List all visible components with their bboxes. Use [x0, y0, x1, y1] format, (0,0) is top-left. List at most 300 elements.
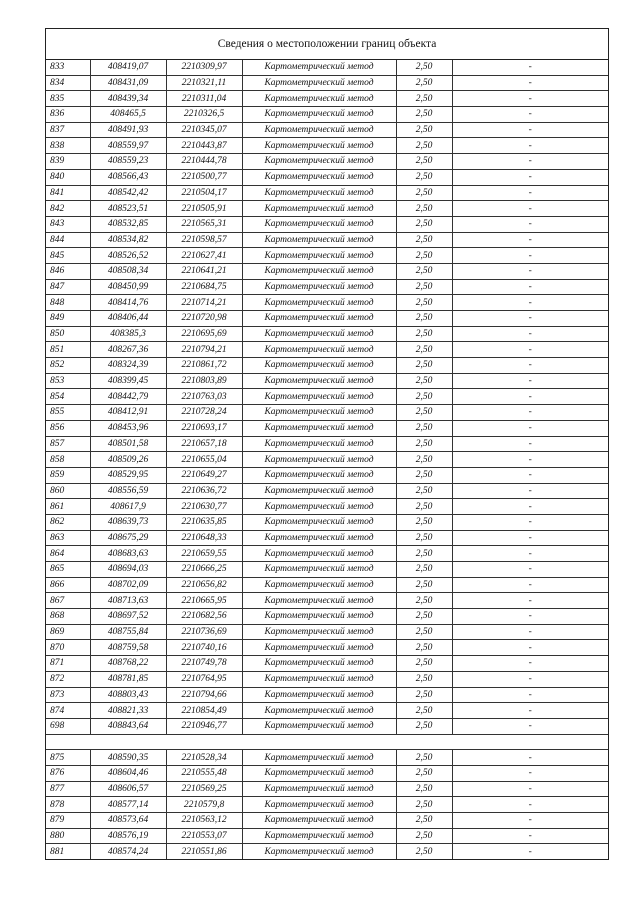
coord-x-cell: 408755,84	[90, 624, 166, 640]
coord-y-cell: 2210563,12	[166, 813, 242, 829]
accuracy-cell: 2,50	[396, 107, 452, 123]
method-cell: Картометрический метод	[242, 436, 396, 452]
method-cell: Картометрический метод	[242, 91, 396, 107]
coord-x-cell: 408559,23	[90, 154, 166, 170]
point-number-cell: 868	[46, 609, 90, 625]
description-cell: -	[452, 750, 608, 766]
method-cell: Картометрический метод	[242, 107, 396, 123]
description-cell: -	[452, 718, 608, 734]
table-row	[46, 201, 608, 217]
point-number-cell: 873	[46, 687, 90, 703]
coord-x-cell: 408419,07	[90, 60, 166, 75]
gap-cell	[46, 734, 608, 750]
coord-y-cell: 2210728,24	[166, 405, 242, 421]
coord-y-cell: 2210505,91	[166, 201, 242, 217]
description-cell: -	[452, 295, 608, 311]
description-cell: -	[452, 154, 608, 170]
coord-y-cell: 2210714,21	[166, 295, 242, 311]
coord-y-cell: 2210803,89	[166, 373, 242, 389]
coord-x-cell: 408577,14	[90, 797, 166, 813]
coord-x-cell: 408566,43	[90, 169, 166, 185]
coord-x-cell: 408781,85	[90, 671, 166, 687]
table-row	[46, 703, 608, 719]
accuracy-cell: 2,50	[396, 703, 452, 719]
method-cell: Картометрический метод	[242, 138, 396, 154]
point-number-cell: 850	[46, 326, 90, 342]
accuracy-cell: 2,50	[396, 530, 452, 546]
accuracy-cell: 2,50	[396, 138, 452, 154]
coord-x-cell: 408556,59	[90, 483, 166, 499]
accuracy-cell: 2,50	[396, 169, 452, 185]
method-cell: Картометрический метод	[242, 60, 396, 75]
accuracy-cell: 2,50	[396, 609, 452, 625]
coord-y-cell: 2210528,34	[166, 750, 242, 766]
coord-x-cell: 408526,52	[90, 248, 166, 264]
accuracy-cell: 2,50	[396, 295, 452, 311]
method-cell: Картометрический метод	[242, 530, 396, 546]
description-cell: -	[452, 703, 608, 719]
method-cell: Картометрический метод	[242, 577, 396, 593]
point-number-cell: 852	[46, 358, 90, 374]
description-cell: -	[452, 624, 608, 640]
description-cell: -	[452, 813, 608, 829]
accuracy-cell: 2,50	[396, 499, 452, 515]
method-cell: Картометрический метод	[242, 483, 396, 499]
accuracy-cell: 2,50	[396, 671, 452, 687]
coord-y-cell: 2210321,11	[166, 75, 242, 91]
coord-y-cell: 2210763,03	[166, 389, 242, 405]
coord-x-cell: 408574,24	[90, 844, 166, 859]
coord-y-cell: 2210764,95	[166, 671, 242, 687]
coord-x-cell: 408542,42	[90, 185, 166, 201]
coord-x-cell: 408399,45	[90, 373, 166, 389]
point-number-cell: 870	[46, 640, 90, 656]
table-row	[46, 185, 608, 201]
table-row	[46, 358, 608, 374]
accuracy-cell: 2,50	[396, 420, 452, 436]
coord-x-cell: 408532,85	[90, 216, 166, 232]
table-row	[46, 452, 608, 468]
table-row	[46, 546, 608, 562]
description-cell: -	[452, 389, 608, 405]
method-cell: Картометрический метод	[242, 358, 396, 374]
accuracy-cell: 2,50	[396, 546, 452, 562]
method-cell: Картометрический метод	[242, 562, 396, 578]
accuracy-cell: 2,50	[396, 593, 452, 609]
coord-y-cell: 2210657,18	[166, 436, 242, 452]
table-row	[46, 671, 608, 687]
description-cell: -	[452, 358, 608, 374]
method-cell: Картометрический метод	[242, 687, 396, 703]
point-number-cell: 880	[46, 828, 90, 844]
description-cell: -	[452, 201, 608, 217]
description-cell: -	[452, 75, 608, 91]
coord-x-cell: 408385,3	[90, 326, 166, 342]
table-row	[46, 483, 608, 499]
description-cell: -	[452, 546, 608, 562]
coord-x-cell: 408768,22	[90, 656, 166, 672]
description-cell: -	[452, 373, 608, 389]
table-row	[46, 765, 608, 781]
table-row	[46, 169, 608, 185]
description-cell: -	[452, 420, 608, 436]
document-sheet	[45, 28, 609, 860]
description-cell: -	[452, 216, 608, 232]
point-number-cell: 849	[46, 311, 90, 327]
method-cell: Картометрический метод	[242, 750, 396, 766]
description-cell: -	[452, 107, 608, 123]
point-number-cell: 872	[46, 671, 90, 687]
point-number-cell: 843	[46, 216, 90, 232]
coord-y-cell: 2210693,17	[166, 420, 242, 436]
coord-x-cell: 408508,34	[90, 263, 166, 279]
coord-y-cell: 2210740,16	[166, 640, 242, 656]
method-cell: Картометрический метод	[242, 797, 396, 813]
coord-y-cell: 2210656,82	[166, 577, 242, 593]
coord-x-cell: 408821,33	[90, 703, 166, 719]
method-cell: Картометрический метод	[242, 185, 396, 201]
description-cell: -	[452, 326, 608, 342]
coord-y-cell: 2210665,95	[166, 593, 242, 609]
table-row	[46, 844, 608, 859]
coord-x-cell: 408559,97	[90, 138, 166, 154]
coord-y-cell: 2210553,07	[166, 828, 242, 844]
description-cell: -	[452, 467, 608, 483]
method-cell: Картометрический метод	[242, 201, 396, 217]
description-cell: -	[452, 279, 608, 295]
coord-x-cell: 408324,39	[90, 358, 166, 374]
table-row	[46, 405, 608, 421]
point-number-cell: 834	[46, 75, 90, 91]
description-cell: -	[452, 656, 608, 672]
accuracy-cell: 2,50	[396, 452, 452, 468]
coord-y-cell: 2210627,41	[166, 248, 242, 264]
table-row	[46, 389, 608, 405]
description-cell: -	[452, 609, 608, 625]
table-row	[46, 514, 608, 530]
table-row	[46, 248, 608, 264]
accuracy-cell: 2,50	[396, 91, 452, 107]
method-cell: Картометрический метод	[242, 389, 396, 405]
coord-y-cell: 2210684,75	[166, 279, 242, 295]
table-row	[46, 311, 608, 327]
table-row	[46, 216, 608, 232]
coord-x-cell: 408759,58	[90, 640, 166, 656]
point-number-cell: 837	[46, 122, 90, 138]
accuracy-cell: 2,50	[396, 640, 452, 656]
method-cell: Картометрический метод	[242, 624, 396, 640]
table-row	[46, 499, 608, 515]
coord-y-cell: 2210682,56	[166, 609, 242, 625]
point-number-cell: 858	[46, 452, 90, 468]
coord-y-cell: 2210666,25	[166, 562, 242, 578]
description-cell: -	[452, 405, 608, 421]
description-cell: -	[452, 499, 608, 515]
table-row	[46, 577, 608, 593]
coord-y-cell: 2210736,69	[166, 624, 242, 640]
method-cell: Картометрический метод	[242, 828, 396, 844]
coord-y-cell: 2210345,07	[166, 122, 242, 138]
description-cell: -	[452, 640, 608, 656]
accuracy-cell: 2,50	[396, 844, 452, 859]
description-cell: -	[452, 593, 608, 609]
point-number-cell: 839	[46, 154, 90, 170]
coord-x-cell: 408267,36	[90, 342, 166, 358]
method-cell: Картометрический метод	[242, 169, 396, 185]
description-cell: -	[452, 122, 608, 138]
accuracy-cell: 2,50	[396, 718, 452, 734]
description-cell: -	[452, 436, 608, 452]
coord-x-cell: 408406,44	[90, 311, 166, 327]
coord-y-cell: 2210569,25	[166, 781, 242, 797]
coord-y-cell: 2210555,48	[166, 765, 242, 781]
coord-x-cell: 408606,57	[90, 781, 166, 797]
accuracy-cell: 2,50	[396, 765, 452, 781]
point-number-cell: 866	[46, 577, 90, 593]
accuracy-cell: 2,50	[396, 389, 452, 405]
point-number-cell: 854	[46, 389, 90, 405]
table-gap-row	[46, 734, 608, 750]
coord-y-cell: 2210630,77	[166, 499, 242, 515]
description-cell: -	[452, 844, 608, 859]
coord-y-cell: 2210695,69	[166, 326, 242, 342]
coord-y-cell: 2210749,78	[166, 656, 242, 672]
coord-x-cell: 408694,03	[90, 562, 166, 578]
point-number-cell: 878	[46, 797, 90, 813]
accuracy-cell: 2,50	[396, 60, 452, 75]
accuracy-cell: 2,50	[396, 405, 452, 421]
coord-x-cell: 408576,19	[90, 828, 166, 844]
method-cell: Картометрический метод	[242, 609, 396, 625]
coord-y-cell: 2210565,31	[166, 216, 242, 232]
coord-y-cell: 2210579,8	[166, 797, 242, 813]
accuracy-cell: 2,50	[396, 828, 452, 844]
description-cell: -	[452, 342, 608, 358]
coord-y-cell: 2210551,86	[166, 844, 242, 859]
point-number-cell: 856	[46, 420, 90, 436]
point-number-cell: 842	[46, 201, 90, 217]
coord-x-cell: 408509,26	[90, 452, 166, 468]
coord-x-cell: 408453,96	[90, 420, 166, 436]
table-row	[46, 467, 608, 483]
coord-x-cell: 408617,9	[90, 499, 166, 515]
table-row	[46, 279, 608, 295]
table-row	[46, 593, 608, 609]
point-number-cell: 846	[46, 263, 90, 279]
coord-x-cell: 408604,46	[90, 765, 166, 781]
method-cell: Картометрический метод	[242, 263, 396, 279]
accuracy-cell: 2,50	[396, 216, 452, 232]
point-number-cell: 848	[46, 295, 90, 311]
point-number-cell: 836	[46, 107, 90, 123]
description-cell: -	[452, 185, 608, 201]
table-body	[46, 60, 608, 859]
coord-x-cell: 408414,76	[90, 295, 166, 311]
coord-y-cell: 2210635,85	[166, 514, 242, 530]
coord-y-cell: 2210946,77	[166, 718, 242, 734]
method-cell: Картометрический метод	[242, 499, 396, 515]
description-cell: -	[452, 483, 608, 499]
method-cell: Картометрический метод	[242, 295, 396, 311]
point-number-cell: 881	[46, 844, 90, 859]
method-cell: Картометрический метод	[242, 326, 396, 342]
method-cell: Картометрический метод	[242, 232, 396, 248]
coord-y-cell: 2210861,72	[166, 358, 242, 374]
description-cell: -	[452, 311, 608, 327]
point-number-cell: 859	[46, 467, 90, 483]
coord-x-cell: 408590,35	[90, 750, 166, 766]
table-row	[46, 624, 608, 640]
method-cell: Картометрический метод	[242, 640, 396, 656]
coord-y-cell: 2210311,04	[166, 91, 242, 107]
coord-x-cell: 408442,79	[90, 389, 166, 405]
description-cell: -	[452, 91, 608, 107]
table-row	[46, 420, 608, 436]
coord-x-cell: 408523,51	[90, 201, 166, 217]
accuracy-cell: 2,50	[396, 311, 452, 327]
accuracy-cell: 2,50	[396, 232, 452, 248]
point-number-cell: 879	[46, 813, 90, 829]
coord-y-cell: 2210794,66	[166, 687, 242, 703]
table-row	[46, 750, 608, 766]
accuracy-cell: 2,50	[396, 185, 452, 201]
point-number-cell: 840	[46, 169, 90, 185]
accuracy-cell: 2,50	[396, 687, 452, 703]
coord-x-cell: 408534,82	[90, 232, 166, 248]
accuracy-cell: 2,50	[396, 248, 452, 264]
accuracy-cell: 2,50	[396, 358, 452, 374]
point-number-cell: 860	[46, 483, 90, 499]
coord-x-cell: 408702,09	[90, 577, 166, 593]
coord-y-cell: 2210854,49	[166, 703, 242, 719]
table-row	[46, 154, 608, 170]
description-cell: -	[452, 765, 608, 781]
coord-x-cell: 408529,95	[90, 467, 166, 483]
table-row	[46, 342, 608, 358]
coord-y-cell: 2210443,87	[166, 138, 242, 154]
description-cell: -	[452, 797, 608, 813]
table-row	[46, 797, 608, 813]
table-row	[46, 640, 608, 656]
point-number-cell: 857	[46, 436, 90, 452]
description-cell: -	[452, 452, 608, 468]
method-cell: Картометрический метод	[242, 844, 396, 859]
method-cell: Картометрический метод	[242, 514, 396, 530]
coord-y-cell: 2210641,21	[166, 263, 242, 279]
accuracy-cell: 2,50	[396, 656, 452, 672]
table-row	[46, 60, 608, 75]
description-cell: -	[452, 169, 608, 185]
accuracy-cell: 2,50	[396, 750, 452, 766]
accuracy-cell: 2,50	[396, 562, 452, 578]
coord-x-cell: 408501,58	[90, 436, 166, 452]
table-row	[46, 813, 608, 829]
accuracy-cell: 2,50	[396, 122, 452, 138]
description-cell: -	[452, 263, 608, 279]
coord-y-cell: 2210500,77	[166, 169, 242, 185]
table-row	[46, 75, 608, 91]
table-row	[46, 263, 608, 279]
description-cell: -	[452, 248, 608, 264]
method-cell: Картометрический метод	[242, 781, 396, 797]
accuracy-cell: 2,50	[396, 467, 452, 483]
boundary-points-table	[46, 60, 608, 859]
description-cell: -	[452, 687, 608, 703]
table-row	[46, 107, 608, 123]
method-cell: Картометрический метод	[242, 122, 396, 138]
description-cell: -	[452, 828, 608, 844]
table-row	[46, 326, 608, 342]
table-row	[46, 828, 608, 844]
coord-y-cell: 2210309,97	[166, 60, 242, 75]
method-cell: Картометрический метод	[242, 718, 396, 734]
point-number-cell: 838	[46, 138, 90, 154]
method-cell: Картометрический метод	[242, 342, 396, 358]
method-cell: Картометрический метод	[242, 373, 396, 389]
method-cell: Картометрический метод	[242, 765, 396, 781]
table-row	[46, 232, 608, 248]
table-row	[46, 687, 608, 703]
accuracy-cell: 2,50	[396, 373, 452, 389]
coord-x-cell: 408675,29	[90, 530, 166, 546]
method-cell: Картометрический метод	[242, 593, 396, 609]
accuracy-cell: 2,50	[396, 436, 452, 452]
table-row	[46, 138, 608, 154]
coord-y-cell: 2210655,04	[166, 452, 242, 468]
accuracy-cell: 2,50	[396, 514, 452, 530]
accuracy-cell: 2,50	[396, 75, 452, 91]
method-cell: Картометрический метод	[242, 452, 396, 468]
method-cell: Картометрический метод	[242, 279, 396, 295]
method-cell: Картометрический метод	[242, 813, 396, 829]
method-cell: Картометрический метод	[242, 467, 396, 483]
method-cell: Картометрический метод	[242, 154, 396, 170]
table-row	[46, 122, 608, 138]
accuracy-cell: 2,50	[396, 624, 452, 640]
coord-y-cell: 2210326,5	[166, 107, 242, 123]
coord-y-cell: 2210648,33	[166, 530, 242, 546]
description-cell: -	[452, 60, 608, 75]
accuracy-cell: 2,50	[396, 342, 452, 358]
point-number-cell: 863	[46, 530, 90, 546]
description-cell: -	[452, 781, 608, 797]
point-number-cell: 862	[46, 514, 90, 530]
accuracy-cell: 2,50	[396, 781, 452, 797]
point-number-cell: 833	[46, 60, 90, 75]
point-number-cell: 865	[46, 562, 90, 578]
point-number-cell: 875	[46, 750, 90, 766]
point-number-cell: 841	[46, 185, 90, 201]
coord-x-cell: 408573,64	[90, 813, 166, 829]
coord-x-cell: 408439,34	[90, 91, 166, 107]
point-number-cell: 853	[46, 373, 90, 389]
method-cell: Картометрический метод	[242, 420, 396, 436]
accuracy-cell: 2,50	[396, 326, 452, 342]
point-number-cell: 861	[46, 499, 90, 515]
description-cell: -	[452, 530, 608, 546]
coord-x-cell: 408450,99	[90, 279, 166, 295]
coord-y-cell: 2210444,78	[166, 154, 242, 170]
description-cell: -	[452, 232, 608, 248]
description-cell: -	[452, 514, 608, 530]
method-cell: Картометрический метод	[242, 703, 396, 719]
method-cell: Картометрический метод	[242, 311, 396, 327]
accuracy-cell: 2,50	[396, 797, 452, 813]
table-row	[46, 295, 608, 311]
method-cell: Картометрический метод	[242, 405, 396, 421]
method-cell: Картометрический метод	[242, 656, 396, 672]
description-cell: -	[452, 577, 608, 593]
